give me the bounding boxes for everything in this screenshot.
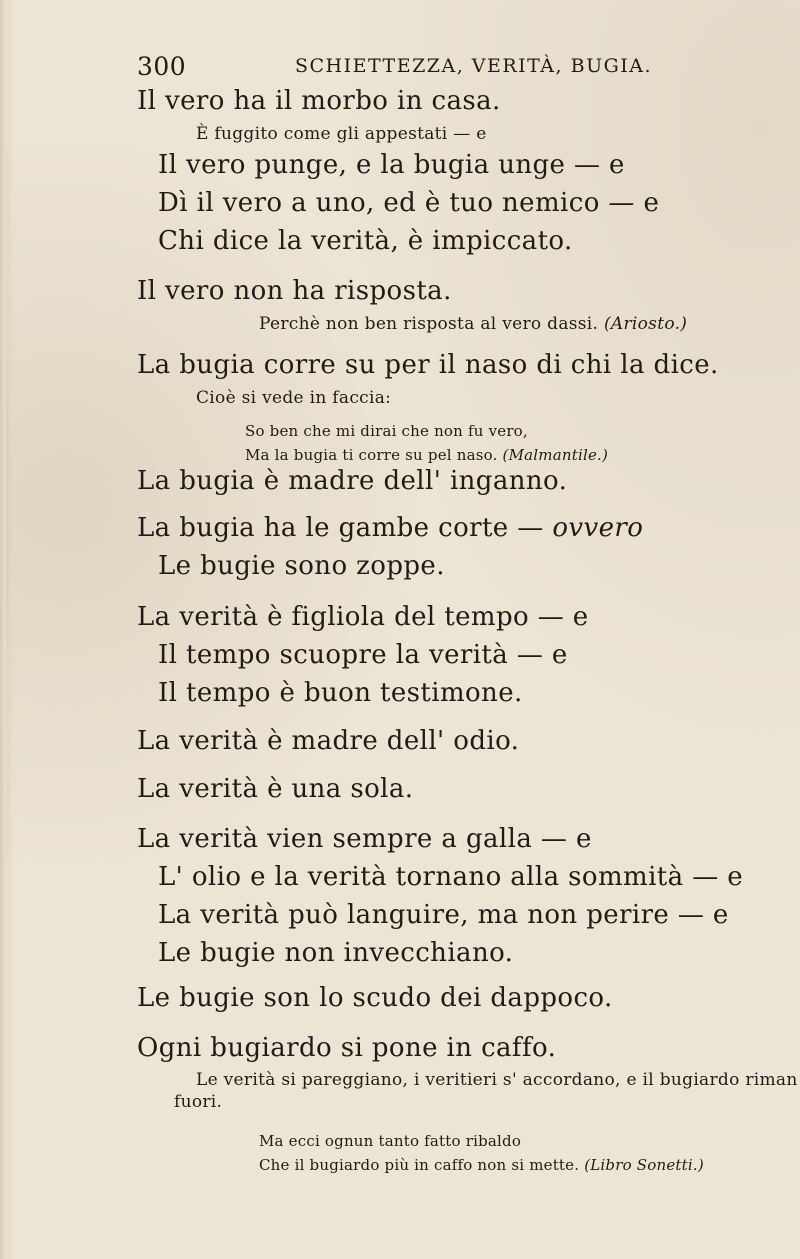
quote-line: So ben che mi dirai che non fu vero, xyxy=(245,422,528,440)
quote-line xyxy=(245,446,608,464)
proverb-line: Ogni bugiardo si pone in caffo. xyxy=(137,1033,557,1063)
proverb-line: La verità è madre dell' odio. xyxy=(137,726,520,756)
quote-source: (Malmantile.) xyxy=(502,446,609,464)
proverb-line: Chi dice la verità, è impiccato. xyxy=(158,226,573,256)
page-number: 300 xyxy=(137,52,187,81)
note-line: fuori. xyxy=(174,1092,223,1112)
quote-text: Che il bugiardo più in caffo non si mette. xyxy=(259,1156,580,1174)
proverb-line: Il tempo scuopre la verità — e xyxy=(158,640,568,670)
proverb-line: La verità è una sola. xyxy=(137,774,414,804)
proverb-line: Le bugie son lo scudo dei dappoco. xyxy=(137,983,613,1013)
proverb-line: Le bugie non invecchiano. xyxy=(158,938,514,968)
quote-line: Ma ecci ognun tanto fatto ribaldo xyxy=(259,1132,522,1150)
note-line: Le verità si pareggiano, i veritieri s' accordano, e il bugiardo riman xyxy=(196,1070,798,1090)
proverb-line: La verità vien sempre a galla — e xyxy=(137,824,592,854)
quote-line xyxy=(259,1156,704,1174)
proverb-line: Le bugie sono zoppe. xyxy=(158,551,445,581)
proverb-line: L' olio e la verità tornano alla sommità — e xyxy=(158,862,744,892)
quote-text: Ma la bugia ti corre su pel naso. xyxy=(245,446,498,464)
proverb-line xyxy=(137,513,643,543)
note-line: È fuggito come gli appestati — e xyxy=(196,124,487,144)
note-source: (Ariosto.) xyxy=(603,314,688,334)
connector-word: ovvero xyxy=(552,513,644,543)
proverb-line: Il vero punge, e la bugia unge — e xyxy=(158,150,625,180)
page-header xyxy=(137,52,697,82)
proverb-line: Il vero non ha risposta. xyxy=(137,276,452,306)
proverb-line: La verità può languire, ma non perire — e xyxy=(158,900,729,930)
page-edge xyxy=(0,0,6,1259)
quote-source: (Libro Sonetti.) xyxy=(584,1156,704,1174)
note-line: Cioè si vede in faccia: xyxy=(196,388,392,408)
proverb-line: Il vero ha il morbo in casa. xyxy=(137,86,501,116)
proverb-line: Dì il vero a uno, ed è tuo nemico — e xyxy=(158,188,660,218)
proverb-text: La bugia ha le gambe corte — xyxy=(137,513,544,543)
proverb-line: La verità è figliola del tempo — e xyxy=(137,602,589,632)
running-title: SCHIETTEZZA, VERITÀ, BUGIA. xyxy=(295,55,653,77)
proverb-line: La bugia corre su per il naso di chi la dice. xyxy=(137,350,719,380)
proverb-line: La bugia è madre dell' inganno. xyxy=(137,466,568,496)
note-text: Perchè non ben risposta al vero dassi. xyxy=(259,314,599,334)
proverb-line: Il tempo è buon testimone. xyxy=(158,678,523,708)
note-line xyxy=(259,314,687,334)
